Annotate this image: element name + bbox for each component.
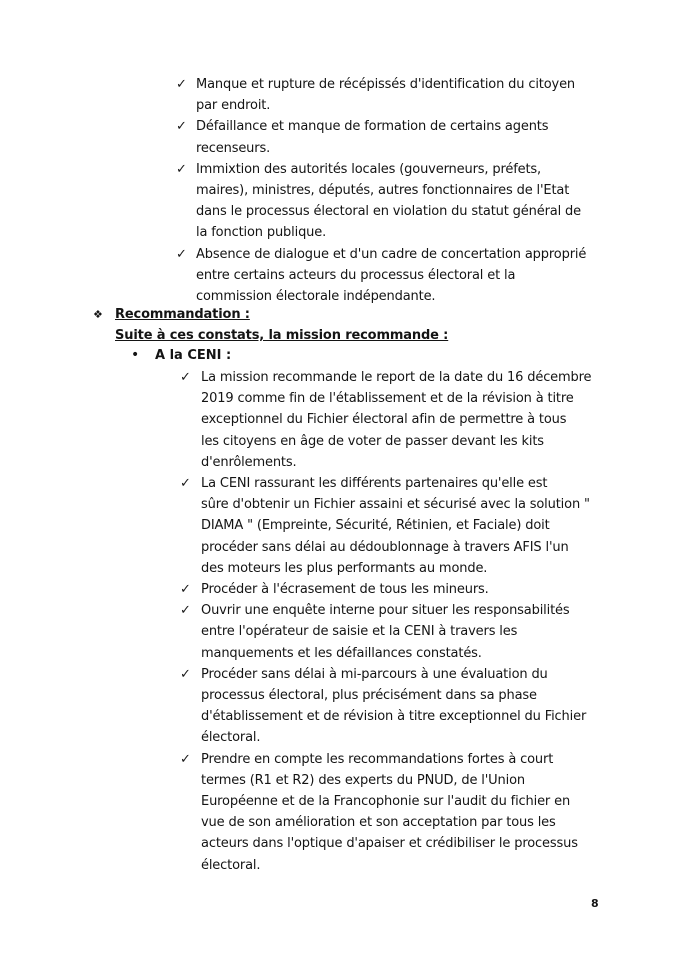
recommendation-item bbox=[0, 664, 682, 749]
text-line: des moteurs les plus performants au monde. bbox=[201, 560, 488, 576]
text-line: d'enrôlements. bbox=[201, 454, 297, 470]
constat-item-text bbox=[196, 244, 682, 308]
text-line: Européenne et de la Francophonie sur l'audit du fichier en bbox=[201, 794, 571, 810]
text-line: processus électoral, plus précisément dans sa phase bbox=[201, 688, 537, 704]
round-bullet-icon: • bbox=[131, 347, 140, 363]
text-line: les citoyens en âge de voter de passer devant les kits bbox=[201, 433, 544, 449]
text-line: recenseurs. bbox=[196, 140, 271, 156]
recommendation-item-text bbox=[201, 664, 682, 749]
text-line: DIAMA " (Empreinte, Sécurité, Rétinien, et Faciale) doit bbox=[201, 518, 550, 534]
recommendation-item-text bbox=[201, 600, 682, 664]
check-icon: ✓ bbox=[176, 77, 187, 92]
text-line: entre l'opérateur de saisie et la CENI à travers les bbox=[201, 624, 518, 640]
text-line: 2019 comme fin de l'établissement et de la révision à titre bbox=[201, 391, 574, 407]
recommendation-item-text bbox=[201, 579, 682, 600]
constat-item bbox=[0, 159, 682, 244]
ceni-title: A la CENI : bbox=[155, 348, 232, 363]
check-icon: ✓ bbox=[180, 666, 191, 682]
text-line: Absence de dialogue et d'un cadre de concertation approprié bbox=[196, 246, 587, 262]
text-line: électoral. bbox=[201, 857, 261, 873]
four-diamond-bullet-icon: ❖ bbox=[93, 308, 103, 321]
text-line: Manque et rupture de récépissés d'identification du citoyen bbox=[196, 77, 576, 92]
text-line: Prendre en compte les recommandations fortes à court bbox=[201, 751, 554, 767]
check-icon: ✓ bbox=[176, 246, 187, 262]
text-line: dans le processus électoral en violation du statut général de bbox=[196, 204, 581, 220]
text-line: Immixtion des autorités locales (gouverneurs, préfets, bbox=[196, 161, 542, 177]
text-line: la fonction publique. bbox=[196, 225, 327, 241]
constat-item-text bbox=[196, 116, 682, 158]
text-line: commission électorale indépendante. bbox=[196, 289, 436, 305]
recommendation-item bbox=[0, 473, 682, 579]
text-line: Procéder sans délai à mi-parcours à une évaluation du bbox=[201, 666, 548, 682]
constat-item bbox=[0, 74, 682, 116]
check-icon: ✓ bbox=[176, 161, 187, 177]
text-line: acteurs dans l'optique d'apaiser et crédibiliser le processus bbox=[201, 836, 578, 852]
check-icon: ✓ bbox=[176, 119, 187, 135]
check-icon: ✓ bbox=[180, 476, 191, 492]
recommendation-item-text bbox=[201, 749, 682, 876]
recommendation-item-text bbox=[201, 367, 682, 473]
text-line: électoral. bbox=[201, 730, 261, 746]
text-line: termes (R1 et R2) des experts du PNUD, de l'Union bbox=[201, 772, 525, 788]
recommendation-item-text bbox=[201, 473, 682, 579]
constat-item bbox=[0, 116, 682, 158]
text-line: entre certains acteurs du processus électoral et la bbox=[196, 267, 516, 283]
text-line: sûre d'obtenir un Fichier assaini et sécurisé avec la solution " bbox=[201, 497, 590, 513]
text-line: maires), ministres, députés, autres fonctionnaires de l'Etat bbox=[196, 183, 570, 199]
check-icon: ✓ bbox=[180, 603, 191, 619]
text-line: exceptionnel du Fichier électoral afin de permettre à tous bbox=[201, 412, 567, 428]
text-line: d'établissement et de révision à titre exceptionnel du Fichier bbox=[201, 709, 587, 725]
text-line: Procéder à l'écrasement de tous les mineurs. bbox=[201, 582, 489, 598]
constat-item bbox=[0, 244, 682, 308]
recommandation-heading: Recommandation : bbox=[115, 307, 250, 322]
constats-list bbox=[0, 74, 682, 307]
constat-item-text bbox=[196, 74, 682, 116]
page-number: 8 bbox=[591, 897, 599, 910]
recommendation-item bbox=[0, 600, 682, 664]
check-icon: ✓ bbox=[180, 370, 191, 385]
ceni-recommendations-list bbox=[0, 367, 682, 876]
text-line: manquements et les défaillances constatés. bbox=[201, 645, 482, 661]
text-line: La CENI rassurant les différents partenaires qu'elle est bbox=[201, 476, 548, 492]
text-line: Défaillance et manque de formation de certains agents bbox=[196, 119, 549, 135]
text-line: par endroit. bbox=[196, 98, 271, 114]
recommendation-item bbox=[0, 367, 682, 473]
text-line: vue de son amélioration et son acceptation par tous les bbox=[201, 815, 556, 831]
check-icon: ✓ bbox=[180, 582, 191, 598]
text-line: Ouvrir une enquête interne pour situer les responsabilités bbox=[201, 603, 570, 619]
constat-item-text bbox=[196, 159, 682, 244]
suite-heading: Suite à ces constats, la mission recommande : bbox=[115, 328, 449, 343]
recommendation-item bbox=[0, 749, 682, 876]
check-icon: ✓ bbox=[180, 751, 191, 767]
text-line: procéder sans délai au dédoublonnage à travers AFIS l'un bbox=[201, 539, 569, 555]
recommendation-item bbox=[0, 579, 682, 600]
text-line: La mission recommande le report de la date du 16 décembre bbox=[201, 370, 592, 385]
